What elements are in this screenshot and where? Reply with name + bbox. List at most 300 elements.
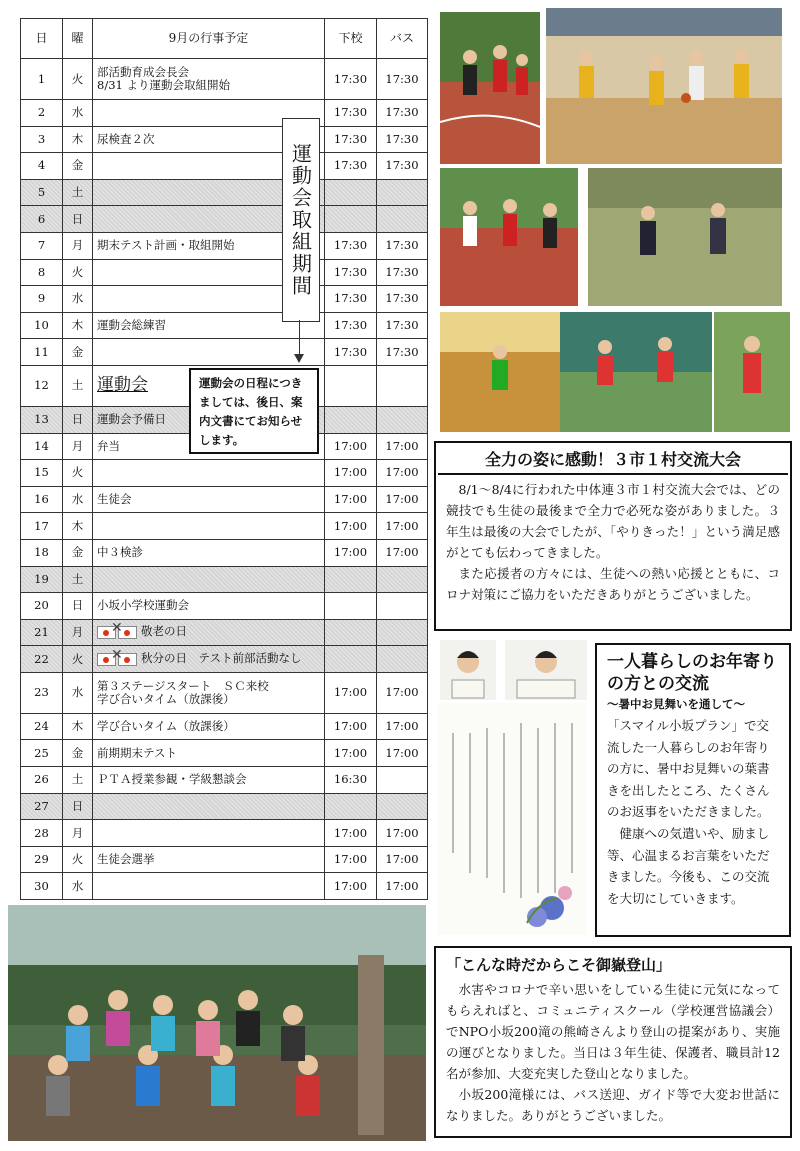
- cell-day: [21, 593, 63, 620]
- cell-bus: [377, 539, 428, 566]
- cell-dismissal: [325, 232, 377, 259]
- cell-bus-text: 17:00: [385, 825, 419, 840]
- cell-dismissal-text: 17:00: [333, 685, 368, 700]
- cell-event-text: 運動会: [97, 374, 148, 395]
- schedule-row: [21, 873, 428, 900]
- cell-weekday-text: 火: [71, 264, 84, 279]
- cell-bus: [377, 365, 428, 406]
- cell-event: [93, 793, 325, 820]
- cell-dismissal-text: 17:30: [333, 105, 368, 120]
- cell-weekday-text: 土: [71, 772, 84, 787]
- cell-event: [93, 339, 325, 366]
- header-event: 9月の行事予定: [93, 19, 325, 59]
- cell-dismissal-text: 17:00: [333, 825, 368, 840]
- cell-dismissal: [325, 286, 377, 313]
- cell-weekday: [63, 672, 93, 713]
- cell-day: [21, 460, 63, 487]
- cell-day-text: 22: [34, 651, 49, 666]
- cell-day: [21, 339, 63, 366]
- article-mt-ontake-climbing-paragraph-2: 小坂200滝様には、バス送迎、ガイド等で大変お世話になりました。ありがとうございました。: [446, 1087, 780, 1123]
- cell-event: [93, 767, 325, 794]
- cell-dismissal-text: 17:00: [333, 518, 368, 533]
- cell-weekday-text: 火: [71, 852, 84, 867]
- cell-day-text: 12: [34, 378, 49, 393]
- cell-day-text: 10: [34, 318, 49, 333]
- cell-day: [21, 713, 63, 740]
- cell-dismissal-text: 17:30: [333, 318, 368, 333]
- cell-weekday: [63, 767, 93, 794]
- cell-bus: [377, 460, 428, 487]
- cell-bus-text: 17:30: [385, 105, 419, 120]
- schedule-row: [21, 232, 428, 259]
- cell-weekday-text: 土: [71, 571, 84, 586]
- cell-day: [21, 566, 63, 593]
- cell-bus: [377, 566, 428, 593]
- cell-day-text: 13: [34, 412, 49, 427]
- cell-day: [21, 126, 63, 153]
- cell-bus: [377, 820, 428, 847]
- cell-weekday-text: 木: [71, 318, 84, 333]
- crossed-flags-icon: ✕: [97, 625, 137, 639]
- cell-day: [21, 820, 63, 847]
- cell-event: [93, 713, 325, 740]
- cell-day-text: 25: [34, 745, 49, 760]
- cell-weekday: [63, 100, 93, 127]
- cell-bus: [377, 713, 428, 740]
- cell-dismissal: [325, 433, 377, 460]
- cell-bus-text: 17:00: [385, 878, 419, 893]
- cell-bus: [377, 846, 428, 873]
- schedule-row: [21, 566, 428, 593]
- cell-weekday: [63, 259, 93, 286]
- cell-weekday: [63, 286, 93, 313]
- cell-day: [21, 767, 63, 794]
- cell-bus: [377, 433, 428, 460]
- cell-bus: [377, 767, 428, 794]
- cell-weekday: [63, 513, 93, 540]
- cell-day: [21, 646, 63, 673]
- cell-weekday: [63, 460, 93, 487]
- cell-bus: [377, 793, 428, 820]
- cell-weekday: [63, 433, 93, 460]
- article-elderly-exchange-paragraph-1: 「スマイル小坂プラン」で交流した一人暮らしのお年寄りの方に、暑中お見舞いの葉書きを出したところ、たくさんのお返事をいただきました。: [607, 718, 770, 820]
- article-exchange-meet: [434, 441, 792, 631]
- cell-event-text: 学び合いタイム（放課後）: [97, 719, 235, 734]
- cell-bus-text: 17:00: [385, 492, 419, 507]
- cell-bus-text: 17:30: [385, 158, 419, 173]
- cell-event: [93, 820, 325, 847]
- cell-weekday-text: 木: [71, 518, 84, 533]
- cell-event: [93, 513, 325, 540]
- cell-dismissal: [325, 539, 377, 566]
- cell-weekday: [63, 740, 93, 767]
- cell-weekday-text: 月: [71, 825, 84, 840]
- cell-weekday: [63, 486, 93, 513]
- cell-day-text: 9: [37, 291, 46, 306]
- article-elderly-exchange-subtitle: ～暑中お見舞いを通して～: [607, 697, 745, 711]
- photo-mountain-climbing-group: [8, 905, 426, 1141]
- cell-event-text: ＰＴＡ授業参観・学級懇談会: [97, 772, 247, 787]
- cell-weekday-text: 日: [71, 598, 84, 613]
- cell-day-text: 7: [37, 238, 46, 253]
- cell-day-text: 11: [34, 344, 49, 359]
- article-exchange-meet-paragraph-2: また応援者の方々には、生徒への熱い応援とともに、コロナ対策にご協力をいただきありがとうございました。: [446, 566, 780, 602]
- cell-day-text: 6: [37, 211, 46, 226]
- cell-event-text: 小坂小学校運動会: [97, 598, 189, 613]
- cell-event-text: 敬老の日: [141, 624, 187, 639]
- schedule-header-row: [21, 19, 428, 59]
- cell-bus-text: 17:00: [385, 545, 419, 560]
- cell-weekday-text: 金: [71, 745, 84, 760]
- cell-day-text: 27: [34, 798, 49, 813]
- cell-event-text: 第３ステージスタート ＳＣ来校 学び合いタイム（放課後）: [97, 678, 269, 706]
- cell-dismissal: [325, 365, 377, 406]
- schedule-row: [21, 646, 428, 673]
- cell-day: [21, 486, 63, 513]
- cell-bus: [377, 153, 428, 180]
- schedule-row: [21, 820, 428, 847]
- cell-weekday-text: 木: [71, 131, 84, 146]
- cell-bus-text: 17:30: [385, 238, 419, 253]
- cell-bus-text: 17:30: [385, 291, 419, 306]
- cell-bus: [377, 672, 428, 713]
- cell-dismissal: [325, 513, 377, 540]
- cell-event: [93, 59, 325, 100]
- article-elderly-exchange-paragraph-2: 健康への気遣いや、励まし等、心温まるお言葉をいただきました。今後も、この交流を大切にしていきます。: [607, 825, 770, 906]
- cell-day-text: 4: [37, 158, 46, 173]
- cell-weekday-text: 金: [71, 344, 84, 359]
- cell-weekday: [63, 566, 93, 593]
- cell-day-text: 2: [37, 105, 46, 120]
- cell-dismissal-text: 17:30: [333, 158, 368, 173]
- schedule-row: [21, 100, 428, 127]
- cell-dismissal-text: 17:00: [333, 492, 368, 507]
- cell-bus-text: 17:00: [385, 438, 419, 453]
- cell-dismissal: [325, 873, 377, 900]
- cell-dismissal: [325, 59, 377, 100]
- cell-weekday: [63, 793, 93, 820]
- schedule-row: [21, 312, 428, 339]
- photo-runner: [714, 312, 790, 432]
- cell-weekday: [63, 153, 93, 180]
- schedule-row: [21, 513, 428, 540]
- photo-student-with-postcard-2: [505, 640, 587, 700]
- cell-dismissal-text: 17:00: [333, 465, 368, 480]
- header-dismissal: 下校: [325, 19, 377, 59]
- cell-weekday: [63, 312, 93, 339]
- cell-weekday-text: 日: [71, 412, 84, 427]
- cell-day-text: 17: [34, 518, 49, 533]
- schedule-row: [21, 593, 428, 620]
- cell-event: [93, 566, 325, 593]
- cell-weekday: [63, 593, 93, 620]
- schedule-row: [21, 59, 428, 100]
- cell-dismissal: [325, 179, 377, 206]
- cell-weekday: [63, 339, 93, 366]
- cell-weekday: [63, 232, 93, 259]
- cell-weekday: [63, 646, 93, 673]
- cell-day-text: 18: [34, 545, 49, 560]
- cell-weekday: [63, 539, 93, 566]
- photo-track-runners: [440, 12, 540, 164]
- photo-handwritten-letter: [437, 703, 587, 935]
- article-exchange-meet-paragraph-1: 8/1～8/4に行われた中体連３市１村交流大会では、どの競技でも生徒の最後まで全力で必死な姿がありました。３年生は最後の大会でしたが、「やりきった！」という満足感がとても伝わってきました。: [446, 482, 780, 560]
- period-arrow-head-icon: [294, 354, 304, 363]
- cell-dismissal: [325, 619, 377, 646]
- cell-dismissal: [325, 793, 377, 820]
- cell-day-text: 8: [37, 264, 46, 279]
- schedule-row: [21, 153, 428, 180]
- cell-bus: [377, 259, 428, 286]
- cell-bus: [377, 100, 428, 127]
- cell-weekday-text: 火: [71, 465, 84, 480]
- cell-bus: [377, 286, 428, 313]
- cell-event: [93, 646, 325, 673]
- schedule-row: [21, 126, 428, 153]
- cell-weekday: [63, 59, 93, 100]
- period-arrow: [299, 320, 300, 358]
- cell-bus: [377, 486, 428, 513]
- cell-day: [21, 206, 63, 233]
- cell-day-text: 3: [37, 131, 46, 146]
- cell-bus-text: 17:00: [385, 719, 419, 734]
- cell-bus: [377, 232, 428, 259]
- cell-weekday-text: 土: [71, 185, 84, 200]
- article-mt-ontake-climbing-paragraph-1: 水害やコロナで辛い思いをしている生徒に元気になってもらえればと、コミュニティスクール（学校運営協議会）でNPO小坂200滝の熊崎さんより登山の提案があり、実施の運びとなりました。当日は３年生徒、保護者、職員計12名が参加、大変充実した登山となりました。: [446, 982, 780, 1081]
- cell-bus: [377, 619, 428, 646]
- cell-event-text: 前期期末テスト: [97, 745, 178, 760]
- schedule-row: [21, 486, 428, 513]
- cell-weekday-text: 水: [71, 105, 84, 120]
- cell-dismissal: [325, 846, 377, 873]
- cell-day-text: 14: [34, 438, 49, 453]
- cell-event-text: 弁当: [97, 438, 120, 453]
- cell-day-text: 24: [34, 719, 49, 734]
- cell-day: [21, 513, 63, 540]
- cell-weekday-text: 月: [71, 438, 84, 453]
- cell-event: [93, 486, 325, 513]
- cell-weekday-text: 水: [71, 291, 84, 306]
- cell-dismissal: [325, 486, 377, 513]
- header-bus: バス: [377, 19, 428, 59]
- schedule-table: [20, 18, 428, 900]
- schedule-row: [21, 339, 428, 366]
- cell-weekday: [63, 179, 93, 206]
- cell-event: [93, 460, 325, 487]
- cell-bus: [377, 339, 428, 366]
- cell-bus-text: 17:00: [385, 465, 419, 480]
- cell-bus-text: 17:30: [385, 344, 419, 359]
- cell-day: [21, 406, 63, 433]
- cell-dismissal-text: 17:00: [333, 878, 368, 893]
- cell-event: [93, 740, 325, 767]
- cell-dismissal: [325, 100, 377, 127]
- cell-day: [21, 59, 63, 100]
- cell-day: [21, 619, 63, 646]
- cell-bus: [377, 206, 428, 233]
- cell-day-text: 19: [34, 571, 49, 586]
- cell-bus: [377, 646, 428, 673]
- cell-weekday-text: 金: [71, 158, 84, 173]
- article-elderly-exchange-title: 一人暮らしのお年寄りの方との交流: [607, 652, 777, 694]
- cell-weekday: [63, 873, 93, 900]
- cell-dismissal: [325, 126, 377, 153]
- schedule-row: [21, 846, 428, 873]
- cell-event: [93, 846, 325, 873]
- cell-day: [21, 873, 63, 900]
- schedule-row: [21, 206, 428, 233]
- cell-dismissal-text: 17:30: [333, 71, 368, 86]
- cell-bus: [377, 179, 428, 206]
- cell-weekday-text: 日: [71, 211, 84, 226]
- cell-weekday-text: 月: [71, 238, 84, 253]
- cell-dismissal-text: 17:00: [333, 852, 368, 867]
- cell-weekday-text: 月: [71, 624, 84, 639]
- cell-bus: [377, 593, 428, 620]
- cell-day-text: 29: [34, 852, 49, 867]
- cell-dismissal: [325, 767, 377, 794]
- cell-dismissal: [325, 406, 377, 433]
- cell-dismissal: [325, 566, 377, 593]
- cell-weekday-text: 土: [71, 378, 84, 393]
- cell-day: [21, 365, 63, 406]
- cell-weekday: [63, 365, 93, 406]
- cell-bus-text: 17:30: [385, 318, 419, 333]
- cell-weekday-text: 水: [71, 878, 84, 893]
- cell-bus: [377, 406, 428, 433]
- cell-day-text: 26: [34, 772, 49, 787]
- cell-weekday-text: 水: [71, 492, 84, 507]
- article-elderly-exchange: [595, 643, 791, 937]
- cell-day-text: 15: [34, 465, 49, 480]
- cell-dismissal: [325, 312, 377, 339]
- cell-weekday: [63, 126, 93, 153]
- cell-event-text: 期末テスト計画・取組開始: [97, 238, 235, 253]
- cell-event-text: 中３検診: [97, 545, 143, 560]
- cell-day: [21, 100, 63, 127]
- cell-day-text: 23: [34, 685, 49, 700]
- cell-event: [93, 593, 325, 620]
- schedule-row: [21, 767, 428, 794]
- cell-weekday: [63, 713, 93, 740]
- cell-bus-text: 17:00: [385, 518, 419, 533]
- cell-dismissal-text: 17:30: [333, 344, 368, 359]
- schedule-row: [21, 179, 428, 206]
- cell-dismissal-text: 17:00: [333, 438, 368, 453]
- cell-dismissal-text: 17:30: [333, 291, 368, 306]
- cell-bus-text: 17:30: [385, 71, 419, 86]
- cell-event: [93, 539, 325, 566]
- schedule-row: [21, 713, 428, 740]
- cell-event: [93, 619, 325, 646]
- article-exchange-meet-title: 全力の姿に感動！３市１村交流大会: [438, 447, 788, 475]
- sports-day-period-label: 運動会取組期間: [282, 118, 320, 322]
- cell-dismissal: [325, 672, 377, 713]
- cell-dismissal: [325, 206, 377, 233]
- cell-dismissal-text: 17:30: [333, 131, 368, 146]
- cell-dismissal: [325, 153, 377, 180]
- cell-bus-text: 17:30: [385, 131, 419, 146]
- schedule-row: [21, 793, 428, 820]
- cell-day: [21, 179, 63, 206]
- photo-track-race: [440, 168, 578, 306]
- schedule-row: [21, 740, 428, 767]
- cell-day: [21, 793, 63, 820]
- cell-bus-text: 17:30: [385, 264, 419, 279]
- cell-weekday: [63, 820, 93, 847]
- cell-event: [93, 672, 325, 713]
- cell-dismissal: [325, 259, 377, 286]
- cell-event-text: 生徒会選挙: [97, 852, 155, 867]
- cell-day-text: 30: [34, 878, 49, 893]
- cell-event-text: 運動会予備日: [97, 412, 166, 427]
- cell-day-text: 16: [34, 492, 49, 507]
- cell-weekday: [63, 619, 93, 646]
- cell-dismissal-text: 17:00: [333, 719, 368, 734]
- header-day: 日: [21, 19, 63, 59]
- cell-dismissal: [325, 820, 377, 847]
- cell-bus-text: 17:00: [385, 852, 419, 867]
- cell-weekday: [63, 846, 93, 873]
- cell-day: [21, 672, 63, 713]
- cell-event: [93, 873, 325, 900]
- cell-dismissal: [325, 713, 377, 740]
- cell-dismissal: [325, 339, 377, 366]
- cell-day-text: 20: [34, 598, 49, 613]
- cell-bus: [377, 873, 428, 900]
- cell-weekday-text: 金: [71, 545, 84, 560]
- cell-day: [21, 259, 63, 286]
- cell-weekday: [63, 406, 93, 433]
- cell-bus: [377, 513, 428, 540]
- cell-bus: [377, 59, 428, 100]
- cell-event-text: 運動会総練習: [97, 318, 166, 333]
- cell-bus: [377, 312, 428, 339]
- cell-weekday-text: 日: [71, 798, 84, 813]
- cell-day: [21, 740, 63, 767]
- schedule-row: [21, 619, 428, 646]
- cell-dismissal: [325, 593, 377, 620]
- cell-event-text: 生徒会: [97, 492, 132, 507]
- photo-softball: [588, 168, 782, 306]
- cell-dismissal: [325, 740, 377, 767]
- cell-day: [21, 312, 63, 339]
- photo-badminton: [440, 312, 562, 432]
- cell-weekday-text: 火: [71, 71, 84, 86]
- cell-day-text: 28: [34, 825, 49, 840]
- cell-dismissal-text: 17:00: [333, 545, 368, 560]
- cell-day: [21, 153, 63, 180]
- cell-event-text: 尿検査２次: [97, 131, 155, 146]
- photo-tennis: [560, 312, 712, 432]
- cell-day: [21, 433, 63, 460]
- cell-dismissal: [325, 460, 377, 487]
- schedule-row: [21, 672, 428, 713]
- photo-basketball: [546, 8, 782, 164]
- schedule-row: [21, 539, 428, 566]
- cell-event-text: 秋分の日 テスト前部活動なし: [141, 651, 302, 666]
- photo-student-with-postcard-1: [440, 640, 496, 700]
- article-mt-ontake-climbing: [434, 946, 792, 1138]
- cell-dismissal: [325, 646, 377, 673]
- schedule-row: [21, 460, 428, 487]
- cell-day: [21, 846, 63, 873]
- article-mt-ontake-climbing-title: 「こんな時だからこそ御嶽登山」: [446, 956, 672, 974]
- cell-day: [21, 286, 63, 313]
- cell-event-text: 部活動育成会長会 8/31 より運動会取組開始: [97, 65, 230, 92]
- cell-weekday-text: 水: [71, 685, 84, 700]
- cell-dismissal-text: 17:30: [333, 264, 368, 279]
